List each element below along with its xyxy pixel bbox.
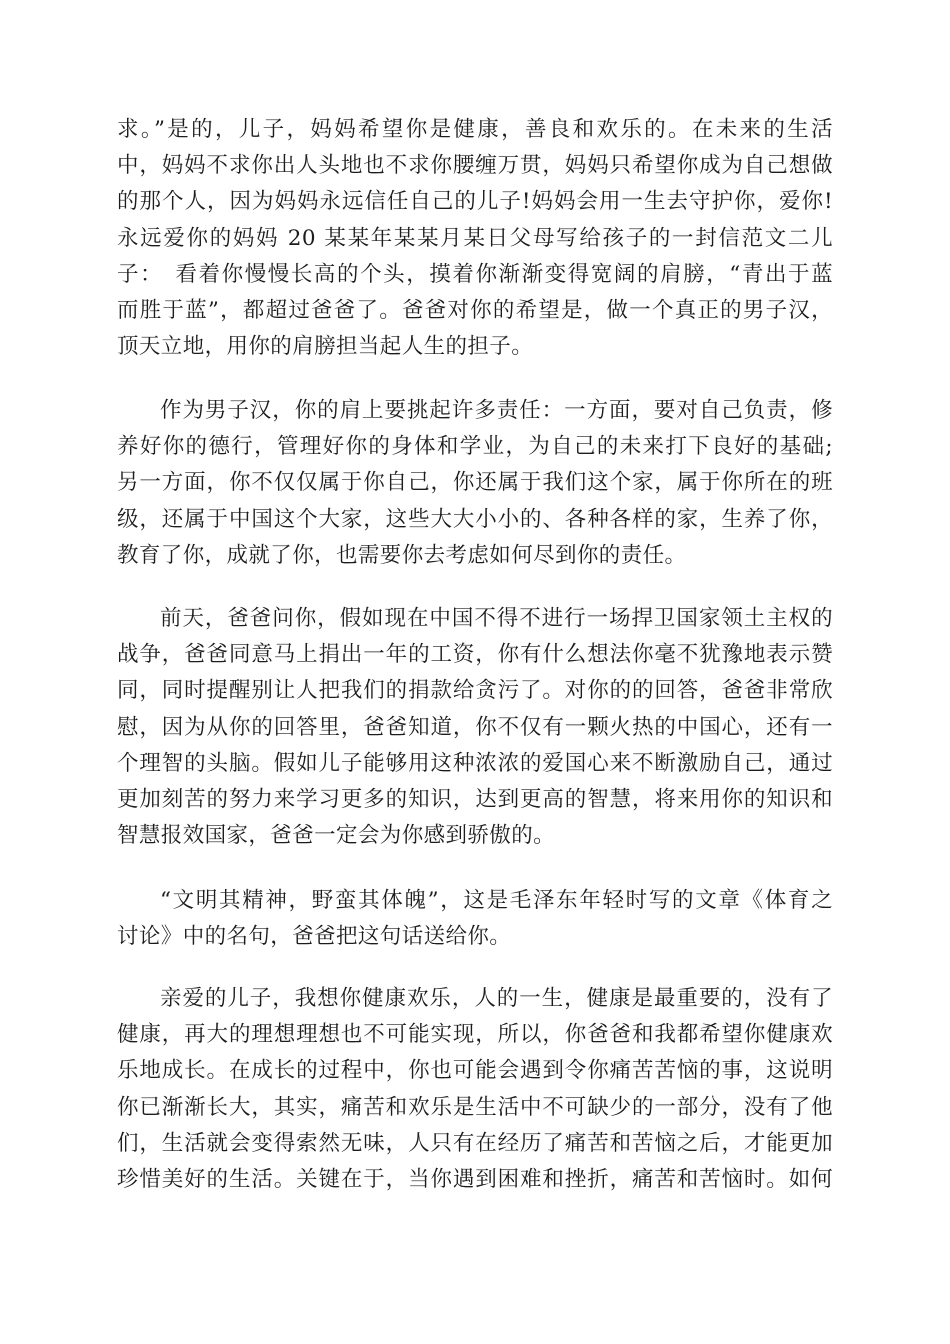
paragraph-line: 的那个人，因为妈妈永远信任自己的儿子!妈妈会用一生去守护你，爱你! (117, 189, 833, 215)
paragraph-line: 顶天立地，用你的肩膀担当起人生的担子。 (117, 334, 534, 360)
paragraph-line: 讨论》中的名句，爸爸把这句话送给你。 (117, 924, 512, 950)
paragraph-line: 亲爱的儿子，我想你健康欢乐，人的一生，健康是最重要的，没有了 (160, 986, 833, 1011)
paragraph-2 (117, 393, 833, 574)
paragraph-line: 级，还属于中国这个大家，这些大大小小的、各种各样的家，生养了你， (117, 506, 833, 532)
paragraph-4 (117, 883, 833, 955)
paragraph-line: 个理智的头脑。假如儿子能够用这种浓浓的爱国心来不断激励自己，通过 (117, 750, 833, 776)
paragraph-line: “文明其精神，野蛮其体魄”，这是毛泽东年轻时写的文章《体育之 (160, 888, 833, 913)
paragraph-line: 教育了你，成就了你，也需要你去考虑如何尽到你的责任。 (117, 542, 687, 568)
paragraph-line: 珍惜美好的生活。关键在于，当你遇到困难和挫折，痛苦和苦恼时。如何 (117, 1167, 833, 1193)
paragraph-line: 战争，爸爸同意马上捐出一年的工资，你有什么想法你毫不犹豫地表示赞 (117, 642, 833, 668)
paragraph-line: 另一方面，你不仅仅属于你自己，你还属于我们这个家，属于你所在的班 (117, 470, 833, 496)
paragraph-line: 养好你的德行，管理好你的身体和学业，为自己的未来打下良好的基础; (117, 434, 833, 460)
paragraph-line: 中，妈妈不求你出人头地也不求你腰缠万贯，妈妈只希望你成为自己想做 (117, 153, 833, 179)
paragraph-line: 健康，再大的理想理想也不可能实现，所以，你爸爸和我都希望你健康欢 (117, 1022, 833, 1048)
paragraph-line: 慰，因为从你的回答里，爸爸知道，你不仅有一颗火热的中国心，还有一 (117, 714, 833, 740)
paragraph-line: 更加刻苦的努力来学习更多的知识，达到更高的智慧，将来用你的知识和 (117, 787, 833, 813)
paragraph-line: 智慧报效国家，爸爸一定会为你感到骄傲的。 (117, 823, 556, 849)
paragraph-line: 求。”是的，儿子，妈妈希望你是健康，善良和欢乐的。在未来的生活 (117, 117, 833, 142)
paragraph-line: 前天，爸爸问你，假如现在中国不得不进行一场捍卫国家领土主权的 (160, 606, 833, 631)
paragraph-line: 们，生活就会变得索然无味，人只有在经历了痛苦和苦恼之后，才能更加 (117, 1130, 833, 1156)
paragraph-line: 而胜于蓝”，都超过爸爸了。爸爸对你的希望是，做一个真正的男子汉， (117, 298, 833, 324)
paragraph-line: 子： 看着你慢慢长高的个头，摸着你渐渐变得宽阔的肩膀，“青出于蓝 (117, 261, 833, 287)
paragraph-line: 作为男子汉，你的肩上要挑起许多责任：一方面，要对自己负责，修 (160, 398, 833, 423)
paragraph-5 (117, 981, 833, 1198)
paragraph-line: 乐地成长。在成长的过程中，你也可能会遇到令你痛苦苦恼的事，这说明 (117, 1058, 833, 1084)
paragraph-1 (117, 112, 833, 365)
paragraph-line: 永远爱你的妈妈 20 某某年某某月某日父母写给孩子的一封信范文二儿 (117, 225, 833, 251)
paragraph-3 (117, 601, 833, 854)
paragraph-line: 你已渐渐长大，其实，痛苦和欢乐是生活中不可缺少的一部分，没有了他 (117, 1094, 833, 1120)
paragraph-line: 同，同时提醒别让人把我们的捐款给贪污了。对你的的回答，爸爸非常欣 (117, 678, 833, 704)
